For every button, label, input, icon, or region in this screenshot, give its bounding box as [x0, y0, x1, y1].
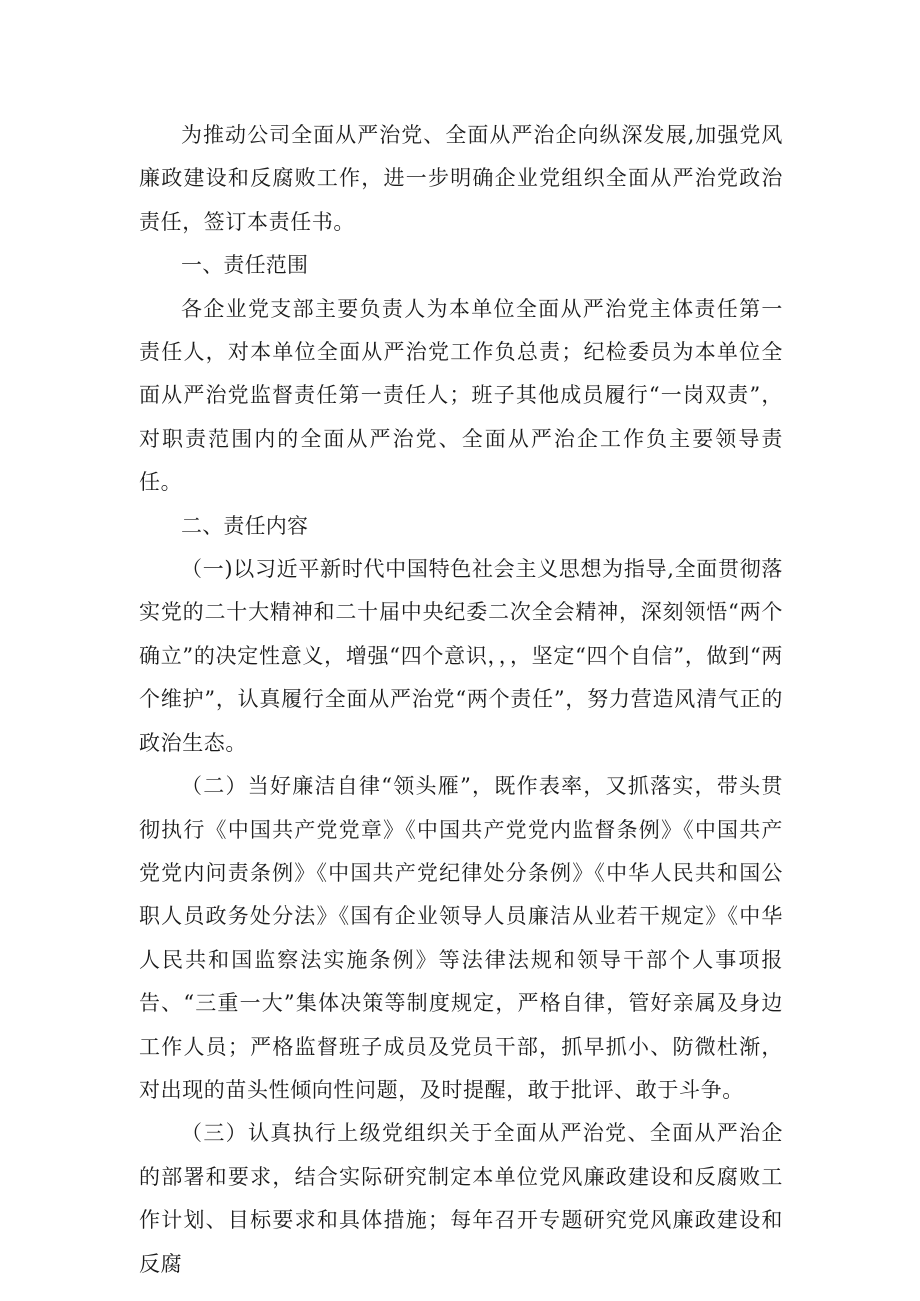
section-heading-content: 二、责任内容	[181, 513, 309, 538]
section-heading-scope: 一、责任范围	[181, 253, 309, 278]
intro-paragraph: 为推动公司全面从严治党、全面从严治企向纵深发展,加强党风廉政建设和反腐败工作，进一步明确企业党组织全面从严治党政治责任，签订本责任书。	[139, 123, 783, 234]
content-item-2: （二）当好廉洁自律“领头雁”，既作表率，又抓落实，带头贯彻执行《中国共产党党章》《中国共产党党内监督条例》《中国共产党党内问责条例》《中国共产党纪律处分条例》《中华人民共和国公职人员政务处分法》《国有企业领导人员廉洁从业若干规定》《中华人民共和国监察法实施条例》等法律法规和领导干部个人事项报告、“三重一大”集体决策等制度规定，严格自律，管好亲属及身边工作人员；严格监督班子成员及党员干部，抓早抓小、防微杜渐，对出现的苗头性倾向性问题，及时提醒，敢于批评、敢于斗争。	[139, 774, 783, 1102]
content-item-1: （一)以习近平新时代中国特色社会主义思想为指导,全面贯彻落实党的二十大精神和二十届中央纪委二次全会精神，深刻领悟“两个确立”的决定性意义，增强“四个意识，，，坚定“四个自信”，做到“两个维护”，认真履行全面从严治党“两个责任”，努力营造风清气正的政治生态。	[139, 557, 783, 755]
content-item-3: （三）认真执行上级党组织关于全面从严治党、全面从严治企的部署和要求，结合实际研究制定本单位党风廉政建设和反腐败工作计划、目标要求和具体措施；每年召开专题研究党风廉政建设和反腐	[139, 1121, 783, 1276]
scope-paragraph: 各企业党支部主要负责人为本单位全面从严治党主体责任第一责任人，对本单位全面从严治党工作负总责；纪检委员为本单位全面从严治党监督责任第一责任人；班子其他成员履行“一岗双责”，对职责范围内的全面从严治党、全面从严治企工作负主要领导责任。	[139, 296, 783, 495]
document-body	[139, 114, 783, 1286]
